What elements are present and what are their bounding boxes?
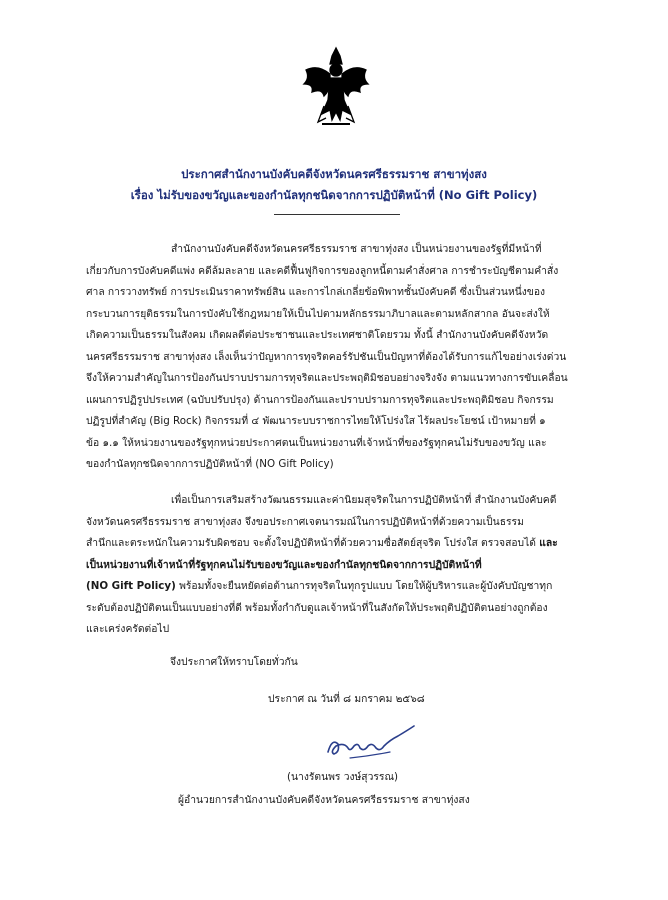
no-gift-statement: เป็นหน่วยงานที่เจ้าหน้าที่รัฐทุกคนไม่รับของขวัญและของกำนัลทุกชนิดจากการปฏิบัติหน้าที่ <box>86 558 482 571</box>
no-gift-policy-label: (NO Gift Policy) <box>86 580 176 592</box>
paragraph-line: ปฏิรูปที่สำคัญ (Big Rock) กิจกรรมที่ ๔ พัฒนาระบบราชการไทยให้โปร่งใส ไร้ผลประโยชน์ เป้าหมายที่ ๑ <box>86 415 546 427</box>
signer-name: (นางรัตนพร วงษ์สุวรรณ) <box>287 771 399 783</box>
paragraph-line: ของกำนัลทุกชนิดจากการปฏิบัติหน้าที่ (NO Gift Policy) <box>86 458 334 470</box>
paragraph-intro <box>86 239 602 476</box>
paragraph-line: และเคร่งครัดต่อไป <box>86 623 170 635</box>
paragraph-intent <box>86 490 602 641</box>
text-normal: สำนึกและตระหนักในความรับผิดชอบ จะตั้งใจปฏิบัติหน้าที่ด้วยความซื่อสัตย์สุจริต โปร่งใส ตรวจสอบได้ <box>86 537 540 549</box>
garuda-emblem-icon <box>300 44 372 128</box>
text-bold: และ <box>539 537 558 549</box>
paragraph-line: ระดับต้องปฏิบัติตนเป็นแบบอย่างที่ดี พร้อมทั้งกำกับดูแลเจ้าหน้าที่ในสังกัดให้ประพฤติปฏิบัติตนอย่างถูกต้อง <box>86 601 548 614</box>
paragraph-line: ข้อ ๑.๑ ให้หน่วยงานของรัฐทุกหน่วยประกาศตนเป็นหน่วยงานที่เจ้าหน้าที่ของรัฐทุกคนไม่รับของขวัญ และ <box>86 436 547 449</box>
announcement-title: ประกาศสำนักงานบังคับคดีจังหวัดนครศรีธรรมราช สาขาทุ่งสง <box>181 167 487 181</box>
handwritten-signature-icon <box>320 722 420 768</box>
paragraph-line: นครศรีธรรมราช สาขาทุ่งสง เล็งเห็นว่าปัญหาการทุจริตคอร์รัปชันเป็นปัญหาที่ต้องได้รับการแก้ไขอย่างเร่งด่วน <box>86 350 567 363</box>
paragraph-line <box>86 576 602 598</box>
paragraph-line: เกิดความเป็นธรรมในสังคม เกิดผลดีต่อประชาชนและประเทศชาติโดยรวม ทั้งนี้ สำนักงานบังคับคดีจังหวัด <box>86 329 549 341</box>
closing-line: จึงประกาศให้ทราบโดยทั่วกัน <box>170 656 298 668</box>
paragraph-line: เกี่ยวกับการบังคับคดีแพ่ง คดีล้มละลาย และคดีฟื้นฟูกิจการของลูกหนี้ตามคำสั่งศาล การชำระบัญชีตามคำสั่ง <box>86 264 559 277</box>
paragraph-line: จังหวัดนครศรีธรรมราช สาขาทุ่งสง จึงขอประกาศเจตนารมณ์ในการปฏิบัติหน้าที่ด้วยความเป็นธรรม <box>86 515 524 528</box>
announcement-subject: เรื่อง ไม่รับของขวัญและของกำนัลทุกชนิดจากการปฏิบัติหน้าที่ (No Gift Policy) <box>130 188 538 202</box>
title-divider <box>274 214 400 215</box>
signer-position: ผู้อำนวยการสำนักงานบังคับคดีจังหวัดนครศรีธรรมราช สาขาทุ่งสง <box>178 794 470 806</box>
text-normal: พร้อมทั้งจะยืนหยัดต่อต้านการทุจริตในทุกรูปแบบ โดยให้ผู้บริหารและผู้บังคับบัญชาทุก <box>175 580 553 592</box>
announcement-date: ประกาศ ณ วันที่ ๘ มกราคม ๒๕๖๘ <box>268 693 425 705</box>
paragraph-line <box>86 533 602 555</box>
closing-statement <box>170 652 590 674</box>
paragraph-line: เพื่อเป็นการเสริมสร้างวัฒนธรรมและค่านิยมสุจริตในการปฏิบัติหน้าที่ สำนักงานบังคับคดี <box>171 494 557 506</box>
paragraph-line: จึงให้ความสำคัญในการป้องกันปราบปรามการทุจริตและประพฤติมิชอบอย่างจริงจัง ตามแนวทางการขับเคลื่อน <box>86 372 568 384</box>
paragraph-line: แผนการปฏิรูปประเทศ (ฉบับปรับปรุง) ด้านการป้องกันและปราบปรามการทุจริตและประพฤติมิชอบ กิจกรรม <box>86 393 554 406</box>
paragraph-line: ศาล การวางทรัพย์ การประเมินราคาทรัพย์สิน และการไกล่เกลี่ยข้อพิพาทชั้นบังคับคดี ซึ่งเป็นส่วนหนึ่งของ <box>86 286 546 298</box>
paragraph-line: สำนักงานบังคับคดีจังหวัดนครศรีธรรมราช สาขาทุ่งสง เป็นหน่วยงานของรัฐที่มีหน้าที่ <box>171 243 542 255</box>
paragraph-line: กระบวนการยุติธรรมในการบังคับใช้กฎหมายให้เป็นไปตามหลักธรรมาภิบาลและตามหลักสากล อันจะส่งให้ <box>86 307 550 320</box>
